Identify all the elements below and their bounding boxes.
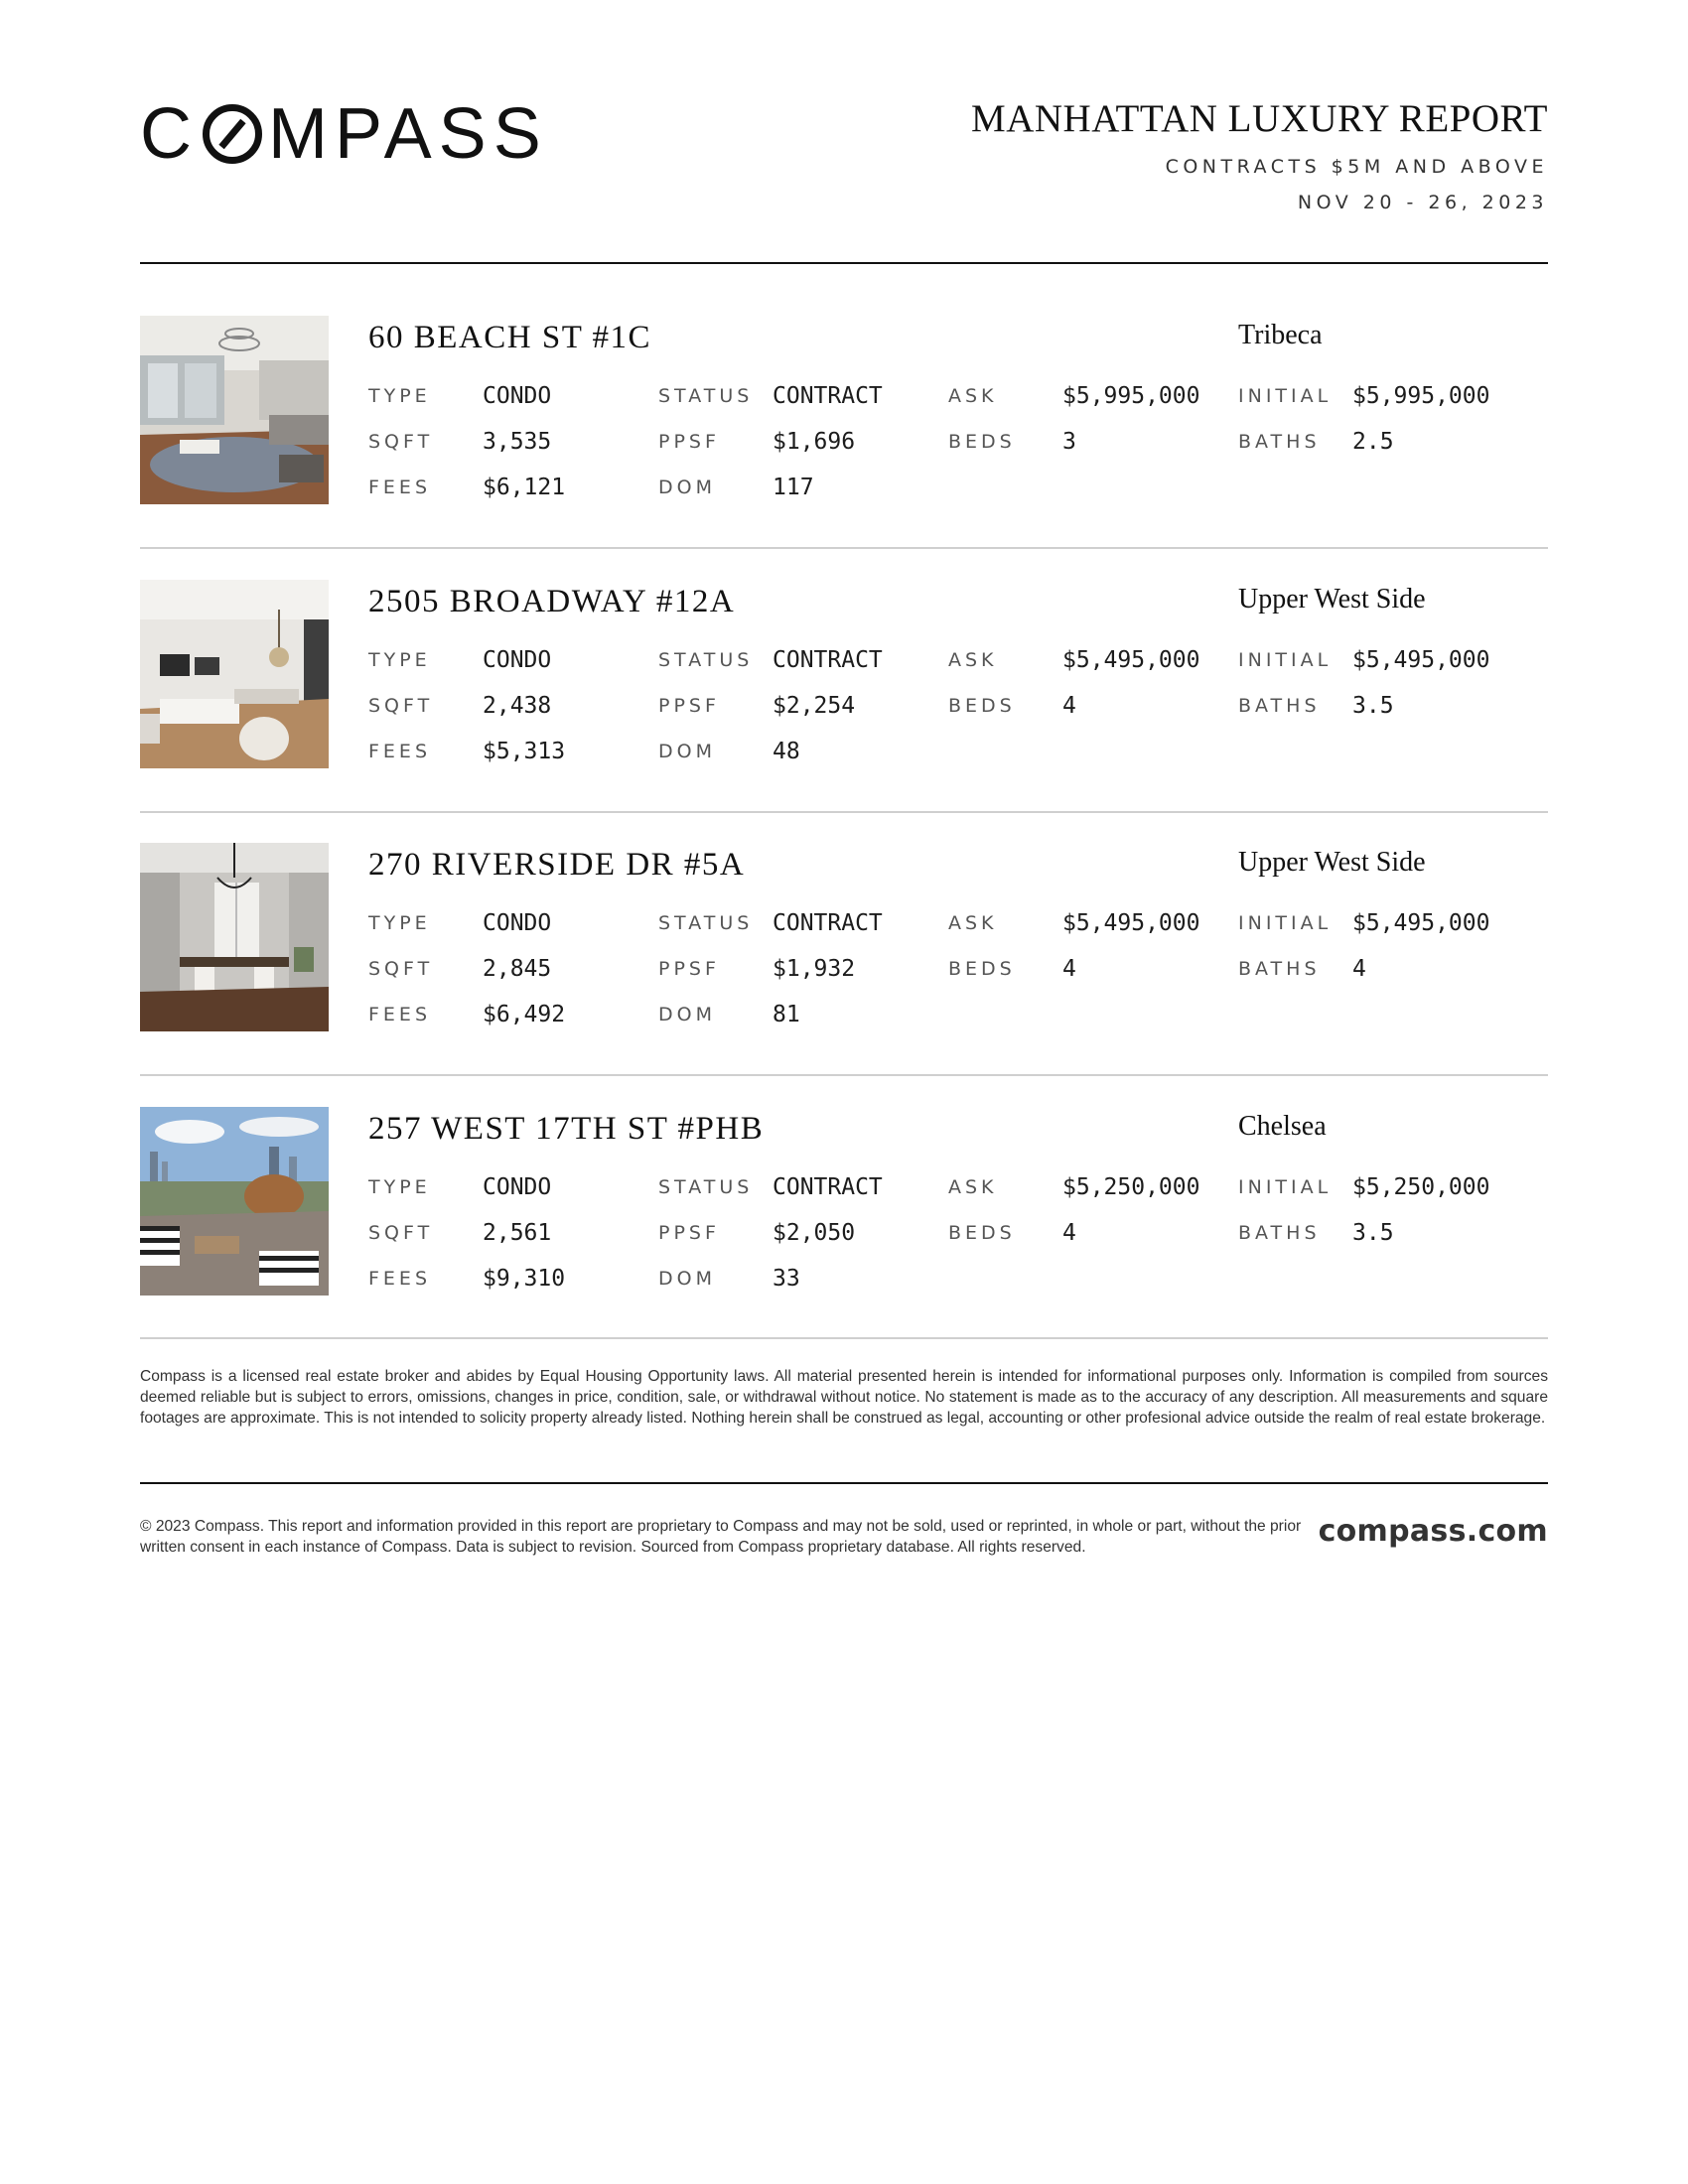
sqft-value: 2,561 <box>483 1220 552 1246</box>
sqft-value: 2,438 <box>483 693 552 719</box>
baths-label: BATHS <box>1238 431 1321 453</box>
beds-label: BEDS <box>948 1222 1016 1244</box>
dom-label: DOM <box>658 1268 716 1290</box>
legal-disclaimer: Compass is a licensed real estate broker and abides by Equal Housing Opportunity laws. All material presented herein is intended for informational purposes only. Information is compiled from sources deemed reliable but is subject to errors, omissions, changes in price, condition, sale, or withdrawal without notice. No statement is made as to the accuracy of any description. All measurements and square footages are approximate. This is not intended to solicity property already listed. Nothing herein shall be construed as legal, accounting or other profesional advice outside the realm of real estate brokerage. <box>140 1368 1548 1427</box>
beds-value: 4 <box>1062 956 1076 982</box>
report-date-range: NOV 20 - 26, 2023 <box>1297 192 1548 213</box>
type-value: CONDO <box>483 910 552 936</box>
report-header <box>140 95 1548 264</box>
website-link[interactable]: compass.com <box>1318 1514 1548 1549</box>
ask-value: $5,995,000 <box>1062 383 1200 409</box>
rooftop-terrace-photo <box>140 1107 329 1296</box>
listing <box>140 580 1548 768</box>
footer-divider <box>140 1482 1548 1484</box>
status-value: CONTRACT <box>773 647 883 673</box>
living-room-photo <box>140 580 329 768</box>
status-label: STATUS <box>658 649 754 671</box>
listing-neighborhood: Chelsea <box>1238 1111 1327 1142</box>
type-value: CONDO <box>483 1174 552 1200</box>
initial-value: $5,250,000 <box>1352 1174 1490 1200</box>
baths-value: 3.5 <box>1352 693 1394 719</box>
living-room-photo <box>140 316 329 504</box>
status-value: CONTRACT <box>773 910 883 936</box>
type-value: CONDO <box>483 383 552 409</box>
initial-label: INITIAL <box>1238 385 1333 407</box>
listing-address: 270 RIVERSIDE DR #5A <box>368 847 746 883</box>
baths-label: BATHS <box>1238 958 1321 980</box>
beds-label: BEDS <box>948 958 1016 980</box>
fees-label: FEES <box>368 477 431 498</box>
beds-value: 4 <box>1062 1220 1076 1246</box>
initial-value: $5,495,000 <box>1352 910 1490 936</box>
sqft-value: 2,845 <box>483 956 552 982</box>
listing-neighborhood: Tribeca <box>1238 320 1323 350</box>
listing-divider <box>140 547 1548 549</box>
fees-value: $6,492 <box>483 1002 566 1027</box>
ask-label: ASK <box>948 1176 998 1198</box>
sqft-label: SQFT <box>368 958 434 980</box>
dom-value: 117 <box>773 475 814 500</box>
beds-value: 4 <box>1062 693 1076 719</box>
fees-value: $5,313 <box>483 739 566 764</box>
ppsf-label: PPSF <box>658 431 720 453</box>
compass-logo: C MPASS <box>140 94 548 174</box>
ask-label: ASK <box>948 912 998 934</box>
status-value: CONTRACT <box>773 1174 883 1200</box>
listing <box>140 1107 1548 1296</box>
dining-room-photo <box>140 843 329 1031</box>
status-label: STATUS <box>658 912 754 934</box>
ppsf-value: $1,696 <box>773 429 856 455</box>
baths-value: 3.5 <box>1352 1220 1394 1246</box>
header-divider <box>140 262 1548 264</box>
type-value: CONDO <box>483 647 552 673</box>
ppsf-label: PPSF <box>658 1222 720 1244</box>
listing <box>140 843 1548 1031</box>
listing-neighborhood: Upper West Side <box>1238 847 1426 878</box>
listing-divider <box>140 811 1548 813</box>
compass-o-mark-icon <box>203 104 262 164</box>
beds-value: 3 <box>1062 429 1076 455</box>
type-label: TYPE <box>368 385 431 407</box>
listing-neighborhood: Upper West Side <box>1238 584 1426 614</box>
sqft-value: 3,535 <box>483 429 552 455</box>
dom-label: DOM <box>658 477 716 498</box>
baths-label: BATHS <box>1238 1222 1321 1244</box>
type-label: TYPE <box>368 649 431 671</box>
dom-label: DOM <box>658 741 716 762</box>
fees-value: $6,121 <box>483 475 566 500</box>
ppsf-value: $2,254 <box>773 693 856 719</box>
fees-value: $9,310 <box>483 1266 566 1292</box>
fees-label: FEES <box>368 1004 431 1025</box>
ask-value: $5,495,000 <box>1062 647 1200 673</box>
sqft-label: SQFT <box>368 695 434 717</box>
baths-value: 4 <box>1352 956 1366 982</box>
initial-label: INITIAL <box>1238 1176 1333 1198</box>
report-title: MANHATTAN LUXURY REPORT <box>971 97 1548 140</box>
initial-value: $5,995,000 <box>1352 383 1490 409</box>
ppsf-label: PPSF <box>658 958 720 980</box>
dom-label: DOM <box>658 1004 716 1025</box>
initial-value: $5,495,000 <box>1352 647 1490 673</box>
type-label: TYPE <box>368 912 431 934</box>
fees-label: FEES <box>368 741 431 762</box>
dom-value: 33 <box>773 1266 800 1292</box>
listing-divider <box>140 1074 1548 1076</box>
copyright-notice: © 2023 Compass. This report and information provided in this report are proprietary to Compass and may not be sold, used or reprinted, in whole or part, without the prior written consent in each instance of Compass. Data is subject to revision. Sourced from Compass proprietary database. All rights reserved. <box>140 1518 1302 1556</box>
dom-value: 81 <box>773 1002 800 1027</box>
listing <box>140 316 1548 504</box>
listing-divider <box>140 1337 1548 1339</box>
dom-value: 48 <box>773 739 800 764</box>
status-label: STATUS <box>658 385 754 407</box>
type-label: TYPE <box>368 1176 431 1198</box>
status-label: STATUS <box>658 1176 754 1198</box>
listing-address: 2505 BROADWAY #12A <box>368 584 736 619</box>
beds-label: BEDS <box>948 695 1016 717</box>
ppsf-value: $1,932 <box>773 956 856 982</box>
sqft-label: SQFT <box>368 431 434 453</box>
baths-label: BATHS <box>1238 695 1321 717</box>
initial-label: INITIAL <box>1238 912 1333 934</box>
report-subtitle: CONTRACTS $5M AND ABOVE <box>1165 156 1548 178</box>
report-title-block <box>971 95 1548 220</box>
initial-label: INITIAL <box>1238 649 1333 671</box>
ppsf-value: $2,050 <box>773 1220 856 1246</box>
ask-value: $5,495,000 <box>1062 910 1200 936</box>
listing-address: 257 WEST 17TH ST #PHB <box>368 1111 765 1147</box>
ask-value: $5,250,000 <box>1062 1174 1200 1200</box>
baths-value: 2.5 <box>1352 429 1394 455</box>
fees-label: FEES <box>368 1268 431 1290</box>
ppsf-label: PPSF <box>658 695 720 717</box>
ask-label: ASK <box>948 649 998 671</box>
sqft-label: SQFT <box>368 1222 434 1244</box>
listing-address: 60 BEACH ST #1C <box>368 320 652 355</box>
beds-label: BEDS <box>948 431 1016 453</box>
status-value: CONTRACT <box>773 383 883 409</box>
ask-label: ASK <box>948 385 998 407</box>
